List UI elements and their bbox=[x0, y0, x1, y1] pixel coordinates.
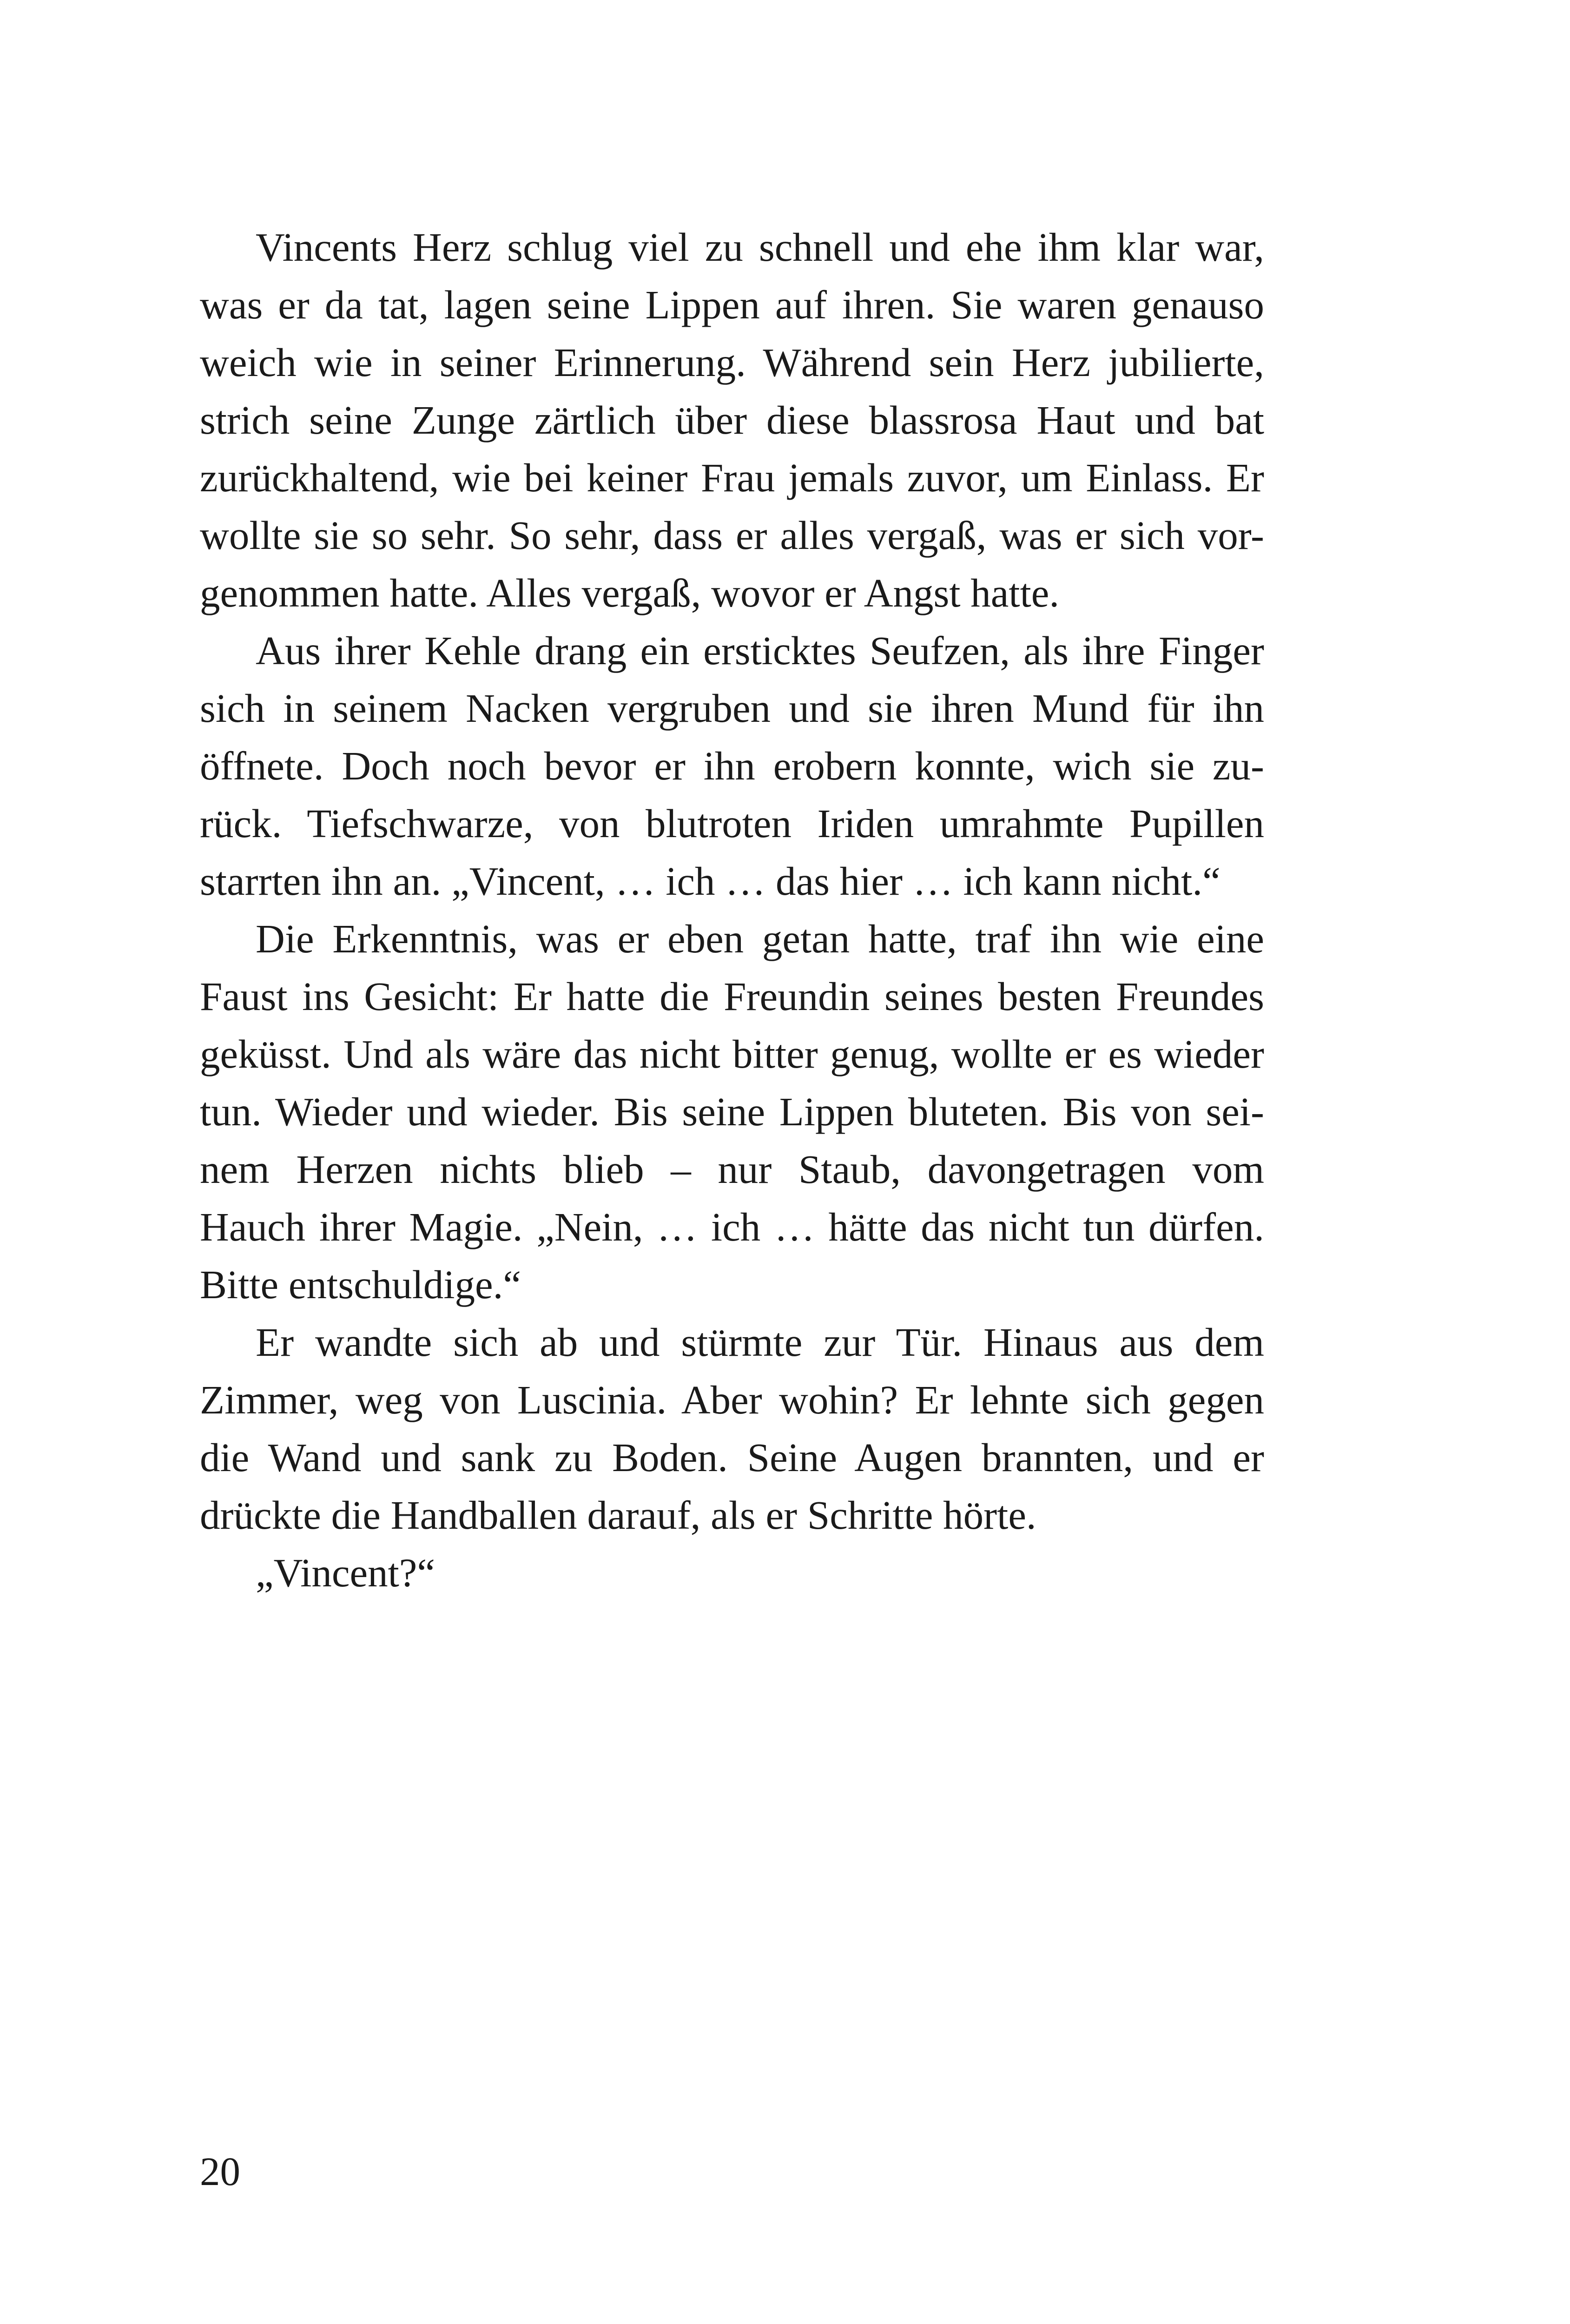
text-line: zurückhaltend, wie bei keiner Frau jemals zuvor, um Einlass. Er bbox=[200, 455, 1264, 500]
text-line: wollte sie so sehr. So sehr, dass er alles vergaß, was er sich vor- bbox=[200, 513, 1264, 558]
text-line: strich seine Zunge zärtlich über diese blassrosa Haut und bat bbox=[200, 397, 1264, 442]
text-line: genommen hatte. Alles vergaß, wovor er Angst hatte. bbox=[200, 570, 1060, 615]
text-line: tun. Wieder und wieder. Bis seine Lippen bluteten. Bis von sei- bbox=[200, 1089, 1264, 1134]
page-number: 20 bbox=[200, 2149, 240, 2194]
text-line: was er da tat, lagen seine Lippen auf ihren. Sie waren genauso bbox=[200, 282, 1264, 327]
text-line: Bitte entschuldige.“ bbox=[200, 1262, 521, 1307]
text-line: „Vincent?“ bbox=[256, 1550, 435, 1595]
text-line: nem Herzen nichts blieb – nur Staub, davongetragen vom bbox=[200, 1147, 1264, 1192]
text-line: Die Erkenntnis, was er eben getan hatte, traf ihn wie eine bbox=[256, 916, 1264, 961]
text-line: weich wie in seiner Erinnerung. Während sein Herz jubilierte, bbox=[200, 340, 1264, 385]
text-line: Vincents Herz schlug viel zu schnell und ehe ihm klar war, bbox=[256, 224, 1264, 270]
text-line: starrten ihn an. „Vincent, … ich … das hier … ich kann nicht.“ bbox=[200, 858, 1220, 904]
text-line: sich in seinem Nacken vergruben und sie ihren Mund für ihn bbox=[200, 686, 1264, 731]
text-line: Hauch ihrer Magie. „Nein, … ich … hätte das nicht tun dürfen. bbox=[200, 1204, 1264, 1249]
text-line: Aus ihrer Kehle drang ein ersticktes Seufzen, als ihre Finger bbox=[256, 628, 1264, 673]
text-line: öffnete. Doch noch bevor er ihn erobern konnte, wich sie zu- bbox=[200, 743, 1264, 788]
body-text bbox=[200, 218, 1264, 1602]
text-line: die Wand und sank zu Boden. Seine Augen brannten, und er bbox=[200, 1435, 1264, 1480]
text-line: Er wandte sich ab und stürmte zur Tür. Hinaus aus dem bbox=[256, 1320, 1264, 1365]
text-line: geküsst. Und als wäre das nicht bitter genug, wollte er es wieder bbox=[200, 1031, 1264, 1076]
text-line: Zimmer, weg von Luscinia. Aber wohin? Er lehnte sich gegen bbox=[200, 1377, 1264, 1422]
text-line: rück. Tiefschwarze, von blutroten Iriden umrahmte Pupillen bbox=[200, 801, 1264, 846]
text-line: drückte die Handballen darauf, als er Schritte hörte. bbox=[200, 1492, 1036, 1538]
text-line: Faust ins Gesicht: Er hatte die Freundin seines besten Freundes bbox=[200, 974, 1264, 1019]
